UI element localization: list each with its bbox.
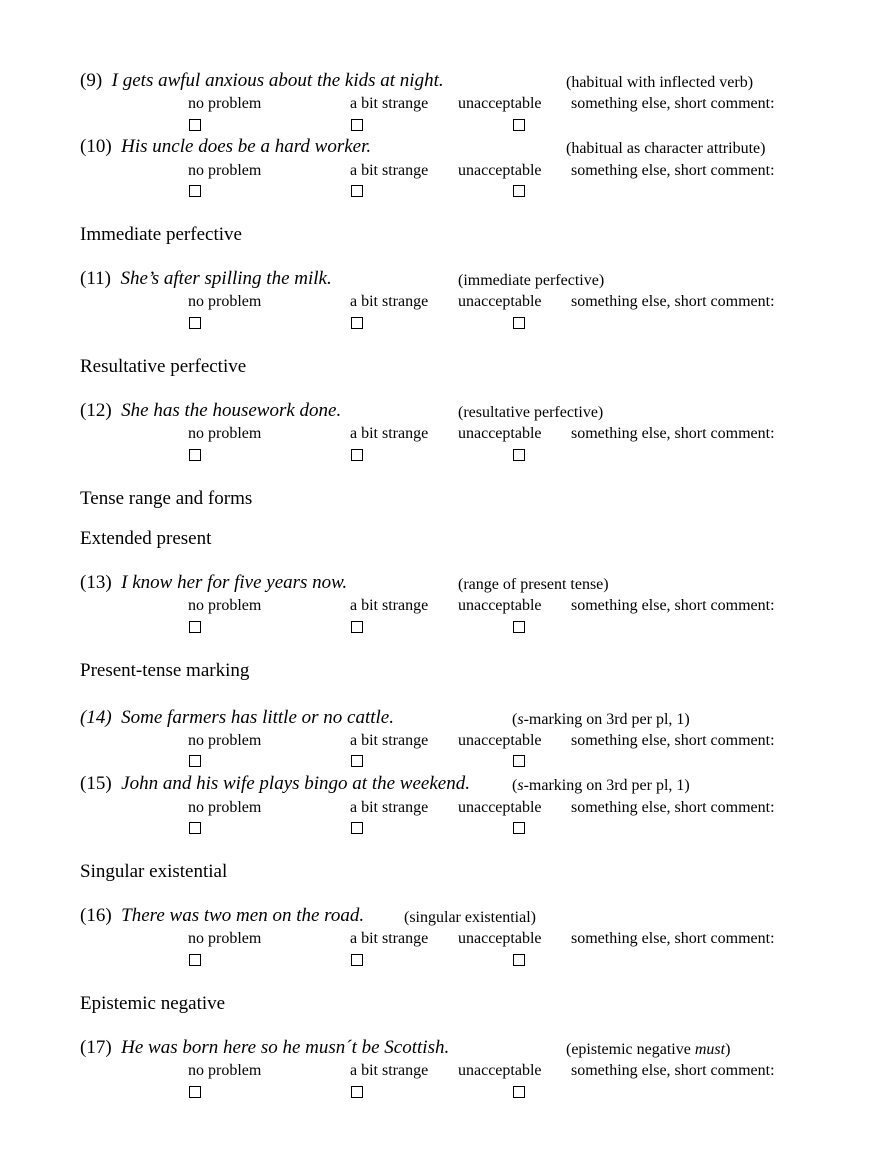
option-no-problem-label: no problem xyxy=(188,162,262,179)
option-unacceptable-label: unacceptable xyxy=(458,1062,542,1079)
option-unacceptable-label: unacceptable xyxy=(458,799,542,816)
option-a-bit-strange-label: a bit strange xyxy=(350,732,429,749)
option-no-problem-label: no problem xyxy=(188,1062,262,1079)
item-14-no-problem-checkbox[interactable] xyxy=(189,755,201,767)
item-15-no-problem-checkbox[interactable] xyxy=(189,822,201,834)
item-number: (14) xyxy=(80,707,112,728)
item-number: (10) xyxy=(80,136,112,157)
item-17-unacceptable-checkbox[interactable] xyxy=(513,1086,525,1098)
item-number: (16) xyxy=(80,905,112,926)
item-13-sentence xyxy=(80,572,347,594)
option-unacceptable-label: unacceptable xyxy=(458,293,542,310)
item-10-no-problem-checkbox[interactable] xyxy=(189,185,201,197)
item-9-a-bit-strange-checkbox[interactable] xyxy=(351,119,363,131)
option-unacceptable-label: unacceptable xyxy=(458,732,542,749)
item-13-no-problem-checkbox[interactable] xyxy=(189,621,201,633)
option-unacceptable-label: unacceptable xyxy=(458,597,542,614)
option-comment-label: something else, short comment: xyxy=(571,1062,775,1079)
item-16-a-bit-strange-checkbox[interactable] xyxy=(351,954,363,966)
item-15-unacceptable-checkbox[interactable] xyxy=(513,822,525,834)
item-17-no-problem-checkbox[interactable] xyxy=(189,1086,201,1098)
option-no-problem-label: no problem xyxy=(188,293,262,310)
item-9-sentence xyxy=(80,70,444,92)
section-heading-immediate-perfective: Immediate perfective xyxy=(80,224,242,245)
item-10-a-bit-strange-checkbox[interactable] xyxy=(351,185,363,197)
item-12-no-problem-checkbox[interactable] xyxy=(189,449,201,461)
option-comment-label: something else, short comment: xyxy=(571,425,775,442)
item-9-no-problem-checkbox[interactable] xyxy=(189,119,201,131)
item-15-note: (s-marking on 3rd per pl, 1) xyxy=(512,777,690,794)
item-16-sentence xyxy=(80,905,364,927)
option-no-problem-label: no problem xyxy=(188,425,262,442)
item-11-unacceptable-checkbox[interactable] xyxy=(513,317,525,329)
option-a-bit-strange-label: a bit strange xyxy=(350,425,429,442)
item-12-unacceptable-checkbox[interactable] xyxy=(513,449,525,461)
item-number: (13) xyxy=(80,572,112,593)
item-number: (17) xyxy=(80,1037,112,1058)
item-number: (11) xyxy=(80,268,111,289)
item-12-note: (resultative perfective) xyxy=(458,404,604,421)
option-a-bit-strange-label: a bit strange xyxy=(350,162,429,179)
option-a-bit-strange-label: a bit strange xyxy=(350,597,429,614)
option-comment-label: something else, short comment: xyxy=(571,799,775,816)
section-heading-tense-range: Tense range and forms xyxy=(80,488,253,509)
item-10-sentence xyxy=(80,136,371,158)
item-12-a-bit-strange-checkbox[interactable] xyxy=(351,449,363,461)
item-16-note: (singular existential) xyxy=(404,909,536,926)
item-number: (9) xyxy=(80,70,103,91)
item-14-note: (s-marking on 3rd per pl, 1) xyxy=(512,711,690,728)
item-14-a-bit-strange-checkbox[interactable] xyxy=(351,755,363,767)
sentence-text: I know her for five years now. xyxy=(121,572,348,593)
item-13-note: (range of present tense) xyxy=(458,576,609,593)
sentence-text: John and his wife plays bingo at the weekend. xyxy=(121,773,470,794)
item-14-unacceptable-checkbox[interactable] xyxy=(513,755,525,767)
item-11-sentence xyxy=(80,268,332,290)
option-no-problem-label: no problem xyxy=(188,930,262,947)
option-comment-label: something else, short comment: xyxy=(571,95,775,112)
item-number: (12) xyxy=(80,400,112,421)
sentence-text: He was born here so he musn´t be Scottish. xyxy=(121,1037,450,1058)
item-15-sentence xyxy=(80,773,470,795)
option-comment-label: something else, short comment: xyxy=(571,597,775,614)
sentence-text: There was two men on the road. xyxy=(121,905,365,926)
item-16-no-problem-checkbox[interactable] xyxy=(189,954,201,966)
item-9-unacceptable-checkbox[interactable] xyxy=(513,119,525,131)
option-unacceptable-label: unacceptable xyxy=(458,425,542,442)
option-no-problem-label: no problem xyxy=(188,95,262,112)
item-12-sentence xyxy=(80,400,341,422)
option-a-bit-strange-label: a bit strange xyxy=(350,1062,429,1079)
option-a-bit-strange-label: a bit strange xyxy=(350,95,429,112)
item-13-a-bit-strange-checkbox[interactable] xyxy=(351,621,363,633)
item-14-sentence xyxy=(80,707,394,729)
section-heading-resultative-perfective: Resultative perfective xyxy=(80,356,247,377)
item-13-unacceptable-checkbox[interactable] xyxy=(513,621,525,633)
item-10-unacceptable-checkbox[interactable] xyxy=(513,185,525,197)
item-10-note: (habitual as character attribute) xyxy=(566,140,766,157)
section-heading-present-tense-marking: Present-tense marking xyxy=(80,660,250,681)
item-16-unacceptable-checkbox[interactable] xyxy=(513,954,525,966)
item-17-note: (epistemic negative must) xyxy=(566,1041,731,1058)
item-9-note: (habitual with inflected verb) xyxy=(566,74,754,91)
option-comment-label: something else, short comment: xyxy=(571,930,775,947)
option-unacceptable-label: unacceptable xyxy=(458,95,542,112)
item-11-a-bit-strange-checkbox[interactable] xyxy=(351,317,363,329)
item-number: (15) xyxy=(80,773,112,794)
option-unacceptable-label: unacceptable xyxy=(458,162,542,179)
section-heading-singular-existential: Singular existential xyxy=(80,861,228,882)
section-heading-epistemic-negative: Epistemic negative xyxy=(80,993,226,1014)
sentence-text: His uncle does be a hard worker. xyxy=(121,136,372,157)
option-comment-label: something else, short comment: xyxy=(571,732,775,749)
sentence-text: I gets awful anxious about the kids at night. xyxy=(111,70,444,91)
item-17-a-bit-strange-checkbox[interactable] xyxy=(351,1086,363,1098)
item-11-note: (immediate perfective) xyxy=(458,272,605,289)
item-17-sentence xyxy=(80,1037,449,1059)
sentence-text: She has the housework done. xyxy=(121,400,342,421)
option-no-problem-label: no problem xyxy=(188,597,262,614)
option-comment-label: something else, short comment: xyxy=(571,293,775,310)
sentence-text: Some farmers has little or no cattle. xyxy=(121,707,394,728)
option-a-bit-strange-label: a bit strange xyxy=(350,930,429,947)
sentence-text: She’s after spilling the milk. xyxy=(120,268,332,289)
option-a-bit-strange-label: a bit strange xyxy=(350,293,429,310)
option-comment-label: something else, short comment: xyxy=(571,162,775,179)
option-a-bit-strange-label: a bit strange xyxy=(350,799,429,816)
section-heading-extended-present: Extended present xyxy=(80,528,212,549)
item-11-no-problem-checkbox[interactable] xyxy=(189,317,201,329)
option-no-problem-label: no problem xyxy=(188,732,262,749)
item-15-a-bit-strange-checkbox[interactable] xyxy=(351,822,363,834)
option-unacceptable-label: unacceptable xyxy=(458,930,542,947)
option-no-problem-label: no problem xyxy=(188,799,262,816)
